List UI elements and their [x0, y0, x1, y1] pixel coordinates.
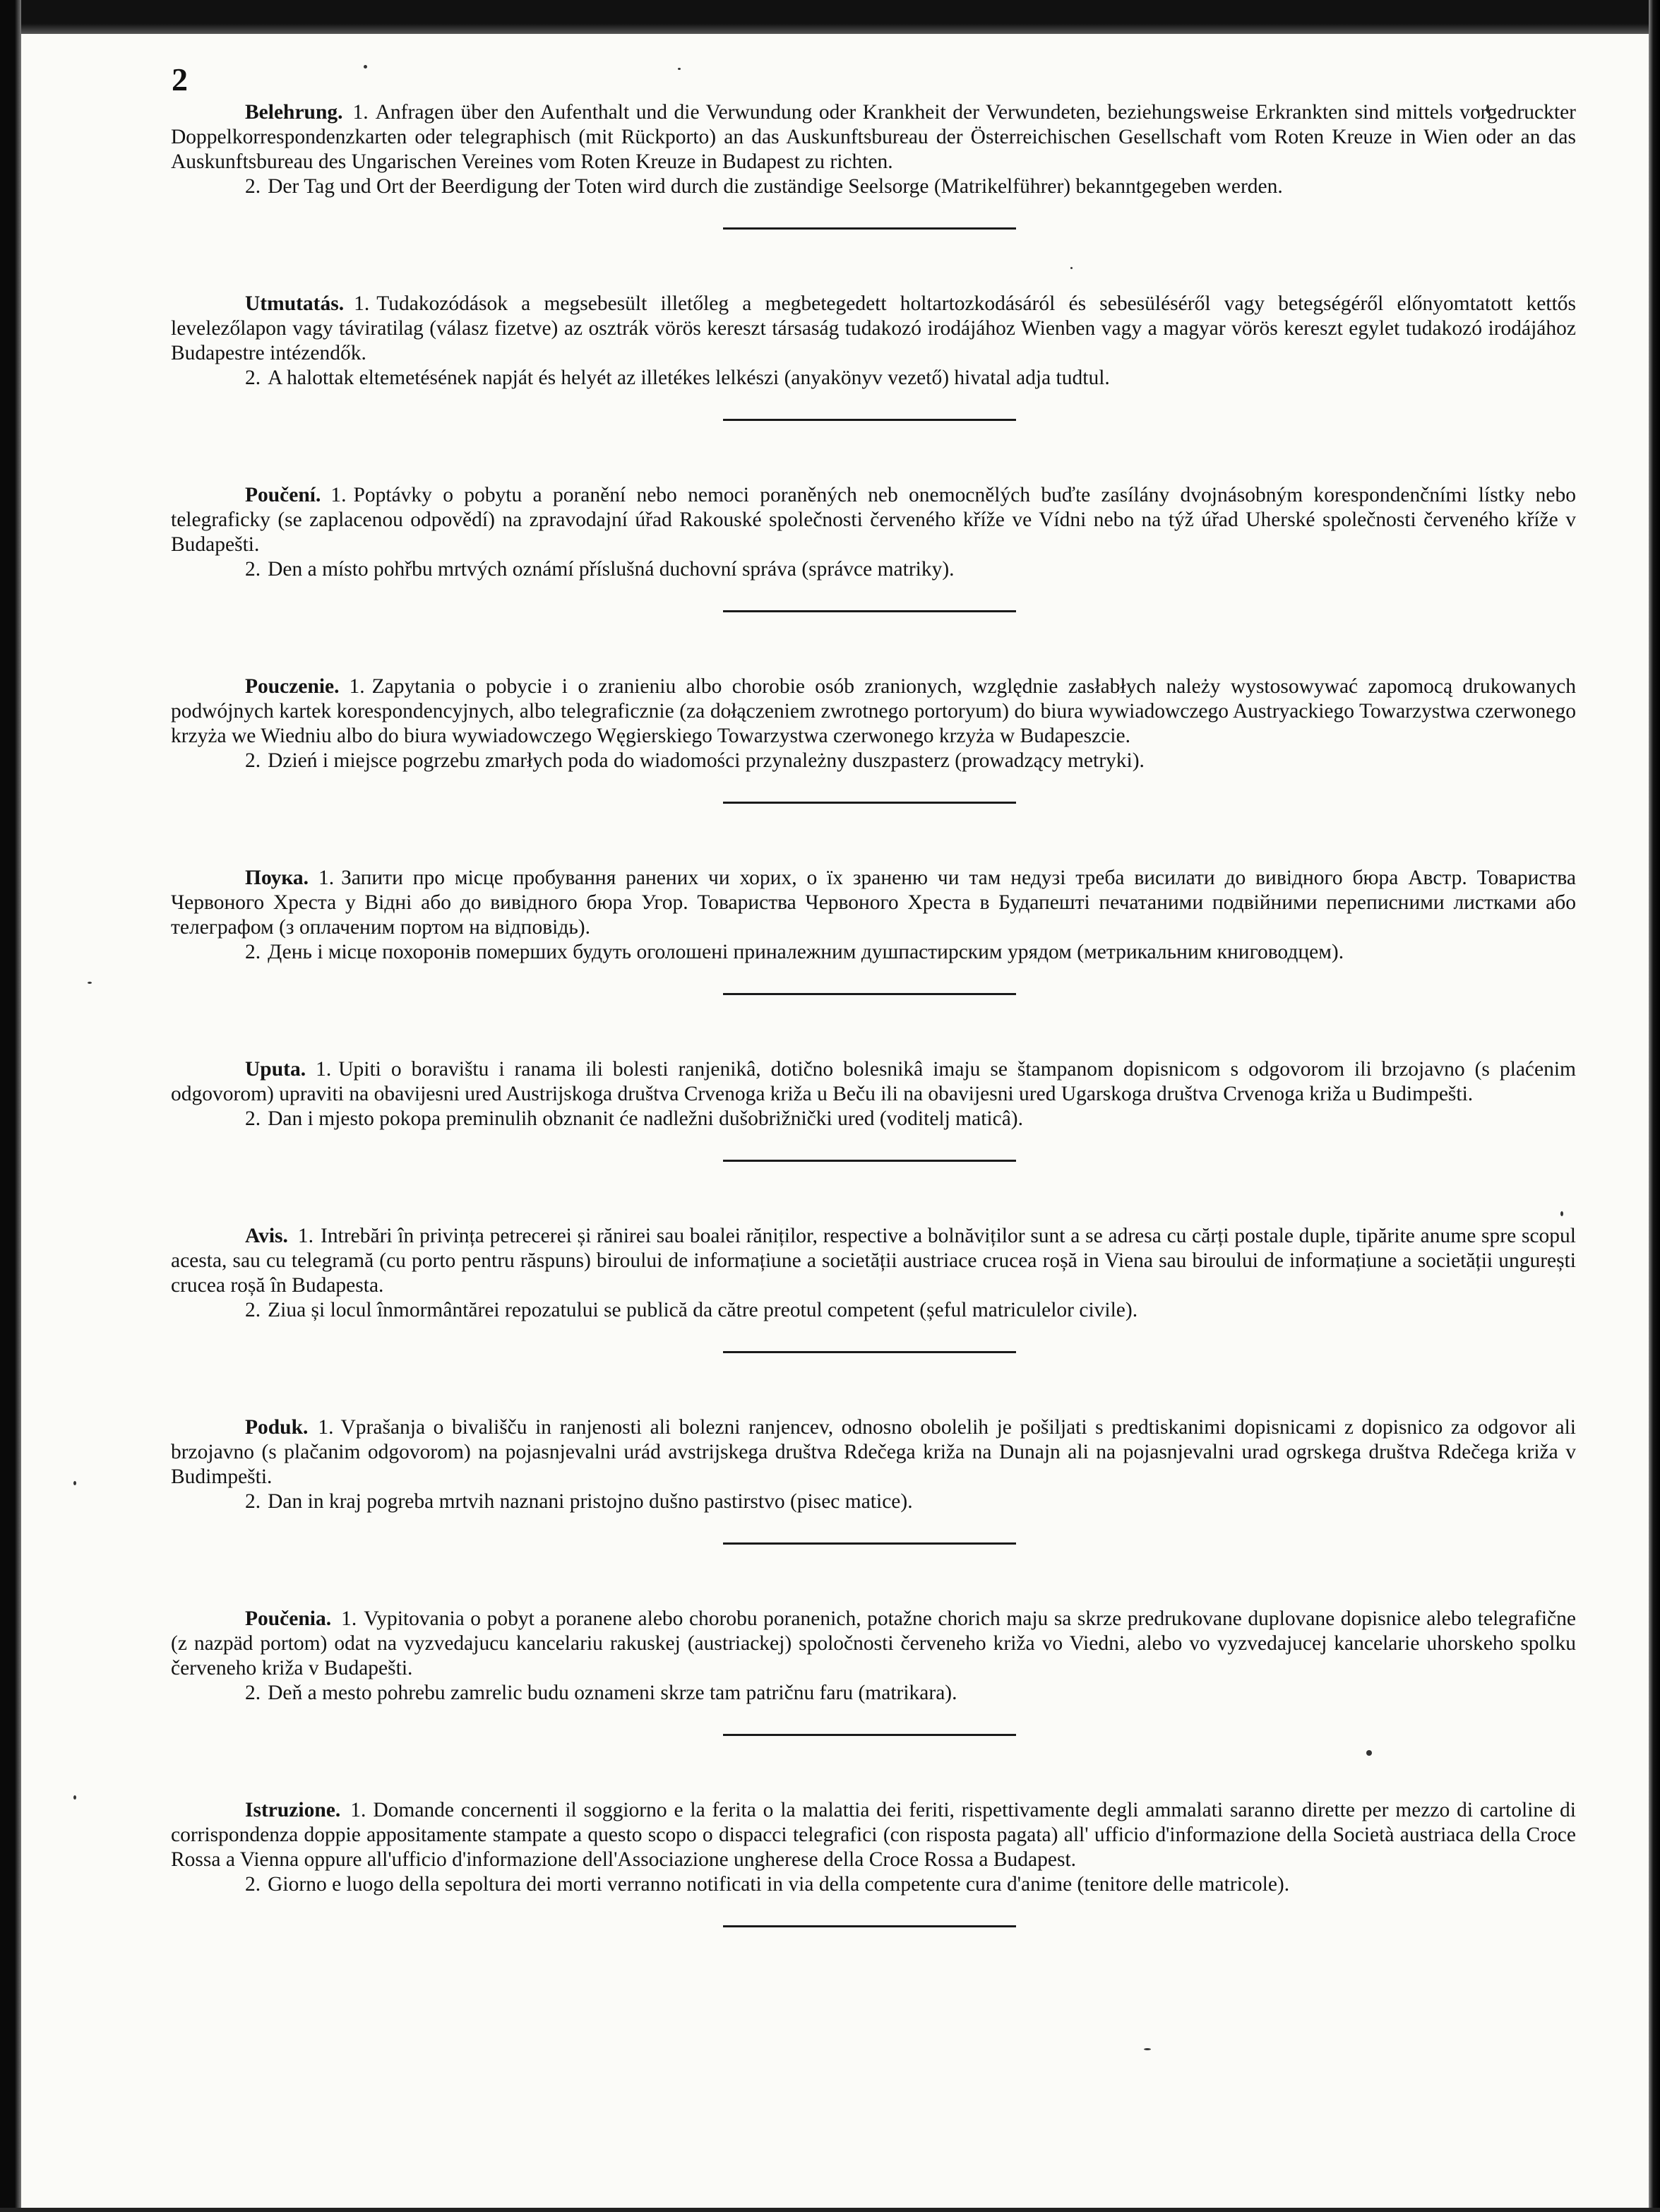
paragraph-1 — [171, 1224, 1576, 1298]
scan-border-right — [1649, 0, 1660, 2212]
item-text: Poptávky o pobytu a poranění nebo nemoci poraněných neb onemocnělých buďte zasílány dvojnásobným korespondenčními lístky nebo telegraficky (se zaplacenou odpovědí) na zpravodajní úřad Rakouské společnosti červeného kříže ve Vídni nebo na týž úřad Uherské společnosti červeného kříže v Budapešti. — [171, 484, 1576, 556]
scan-speck — [678, 68, 681, 70]
scan-speck — [73, 1481, 76, 1485]
item-number: 1. — [350, 1799, 366, 1821]
item-number: 1. — [352, 101, 369, 124]
item-text: Upiti o boravištu i ranama ili bolesti ranjenikâ, dotično bolesnikâ imaju se štampanom dopisnicom s odgovorom ili brzojavno (s plaćenim odgovorom) upraviti na obavijesni ured Austrijskoga društva Crvenoga križa u Beču ili na obavijesni ured Ugarskoga društva Crvenoga križa u Budimpešti. — [171, 1058, 1576, 1105]
paragraph-1 — [171, 1415, 1576, 1489]
section-czech — [171, 483, 1576, 582]
section-heading: Pouczenie. — [245, 675, 340, 698]
section-german — [171, 100, 1576, 199]
scan-speck — [73, 1795, 76, 1800]
section-italian — [171, 1798, 1576, 1897]
item-number: 2. — [245, 1107, 261, 1130]
section-heading: Avis. — [245, 1225, 288, 1247]
paragraph-2 — [171, 557, 1576, 582]
item-text: Domande concernenti il soggiorno e la ferita o la malattia dei feriti, rispettivamente degli ammalati saranno dirette per mezzo di cartoline di corrispondenza doppie appositamente stampate a questo scopo o dispacci telegrafici (con risposta pagata) all' ufficio d'informazione della Società austriaca della Croce Rossa a Vienna oppure all'ufficio d'informazione dell'Associazione ungherese della Croce Rossa a Budapest. — [171, 1799, 1576, 1871]
item-number: 1. — [341, 1607, 357, 1630]
item-number: 1. — [318, 1416, 334, 1439]
paragraph-2 — [171, 940, 1576, 965]
scan-border-bottom — [0, 2208, 1660, 2212]
item-number: 2. — [245, 749, 261, 772]
paragraph-2 — [171, 1872, 1576, 1897]
section-romanian — [171, 1224, 1576, 1323]
item-number: 2. — [245, 558, 261, 581]
item-text: Anfragen über den Aufenthalt und die Verwundung oder Krankheit der Verwundeten, beziehungsweise Erkrankten sind mittels vorgedruckter Doppelkorrespondenzkarten oder telegraphisch (mit Rückporto) an das Auskunftsbureau der Österreichischen Gesellschaft vom Roten Kreuze in Wien oder an das Auskunftsbureau des Ungarischen Vereines vom Roten Kreuze in Budapest zu richten. — [171, 101, 1576, 173]
item-number: 2. — [245, 1299, 261, 1321]
section-slovene — [171, 1415, 1576, 1514]
item-number: 2. — [245, 367, 261, 389]
item-text: Запити про місце пробування ранених чи хорих, о їх зраненю чи там недузі треба висилати до вивідного бюра Австр. Товариства Червоного Хреста у Відні або до вивідного бюра Угор. Товариства Червоного Хреста в Будапешті печатаними подвійними переписними листками або телеграфом (з оплаченим портом на відповідь). — [171, 867, 1576, 939]
section-ruthenian — [171, 866, 1576, 965]
section-heading: Istruzione. — [245, 1799, 341, 1821]
section-heading: Poučení. — [245, 484, 321, 506]
paragraph-2 — [171, 1107, 1576, 1131]
paragraph-1 — [171, 100, 1576, 174]
item-number: 2. — [245, 175, 261, 198]
paragraph-2 — [171, 1298, 1576, 1323]
item-text: День і місце похоронів померших будуть оголошені приналежним душпастирским урядом (метрикальним книговодцем). — [268, 941, 1344, 963]
item-text: Vypitovania o pobyt a poranene alebo chorobu poranenich, potažne chorich maju sa skrze predrukovane duplovane dopisnice alebo telegrafične (z nazpäd portom) odat na vyzvedajucu kancelariu rakuskej (austriackej) spoločnosti červeneho križa vo Viedni, alebo vo vyzvedajucej kancelarie uhorskeho spolku červeneho križa v Budapešti. — [171, 1607, 1576, 1679]
item-text: Deň a mesto pohrebu zamrelic budu oznameni skrze tam patričnu faru (matrikara). — [268, 1682, 957, 1704]
paragraph-2 — [171, 1681, 1576, 1706]
paragraph-1 — [171, 1057, 1576, 1107]
scan-speck — [88, 982, 92, 984]
item-text: Zapytania o pobycie i o zranieniu albo chorobie osób zranionych, względnie zasłabłych należy wystosowywać zapomocą drukowanych podwójnych kartek korespondencyjnych, albo telegraficznie (za dołączeniem zwrotnego portoryum) do biura wywiadowczego Austryackiego Towarzystwa czerwonego krzyża we Wiedniu albo do biura wywiadowczego Węgierskiego Towarzystwa czerwonego krzyża w Budapeszcie. — [171, 675, 1576, 747]
item-text: Intrebări în privința petrecerei și rănirei sau boalei răniților, respective a bolnăviților sunt a se adresa cu cărți postale duple, tipărite anume spre scopul acesta, sau cu telegramă (cu porto pentru răspuns) biroului de informațiune a societății austriace crucea roșă in Viena sau biroului de informațiune a societății ungurești crucea roșă în Budapesta. — [171, 1225, 1576, 1297]
item-text: Vprašanja o bivališču in ranjenosti ali bolezni ranjencev, odnosno obolelih je pošiljati s predtiskanimi dopisnicami z dopisnico za odgovor ali brzojavno (s plačanim odgovorom) na pojasnjevalni urád avstrijskega društva Rdečega križa na Dunajn ali na pojasnjevalni urad ogrskega društva Rdečega križa v Budimpešti. — [171, 1416, 1576, 1488]
item-text: Der Tag und Ort der Beerdigung der Toten wird durch die zuständige Seelsorge (Matrikelführer) bekanntgegeben werden. — [268, 175, 1283, 198]
item-text: A halottak eltemetésének napját és helyét az illetékes lelkészi (anyakönyv vezető) hivatal adja tudtul. — [268, 367, 1110, 389]
item-number: 2. — [245, 1682, 261, 1704]
instructions-body — [171, 100, 1576, 1927]
item-text: Dan in kraj pogreba mrtvih naznani pristojno dušno pastirstvo (pisec matice). — [268, 1490, 913, 1513]
paragraph-1 — [171, 674, 1576, 749]
item-number: 2. — [245, 1873, 261, 1896]
item-text: Ziua și locul înmormântărei repozatului se publică da către preotul competent (șeful matriculelor civile). — [268, 1299, 1138, 1321]
scan-border-top — [0, 0, 1660, 34]
section-slovak — [171, 1607, 1576, 1706]
item-text: Giorno e luogo della sepoltura dei morti verranno notificati in via della competente cura d'anime (tenitore delle matricole). — [268, 1873, 1290, 1896]
item-text: Dan i mjesto pokopa preminulih obznanit će nadležni dušobrižnički ured (voditelj maticâ). — [268, 1107, 1024, 1130]
scan-speck — [364, 65, 367, 69]
item-number: 2. — [245, 941, 261, 963]
paragraph-1 — [171, 483, 1576, 557]
paragraph-2 — [171, 174, 1576, 199]
section-heading: Belehrung. — [245, 101, 343, 124]
item-number: 1. — [330, 484, 347, 506]
section-heading: Poduk. — [245, 1416, 309, 1439]
paragraph-1 — [171, 1607, 1576, 1681]
item-number: 1. — [316, 1058, 332, 1081]
paragraph-2 — [171, 1489, 1576, 1514]
item-number: 1. — [318, 867, 335, 889]
item-text: Den a místo pohřbu mrtvých oznámí příslušná duchovní správa (správce matriky). — [268, 558, 955, 581]
section-croatian — [171, 1057, 1576, 1131]
paragraph-2 — [171, 749, 1576, 773]
section-divider — [723, 1925, 1016, 1927]
item-number: 1. — [297, 1225, 314, 1247]
paragraph-1 — [171, 866, 1576, 940]
scan-border-left — [0, 0, 21, 2212]
scan-speck — [1144, 2048, 1151, 2050]
paragraph-2 — [171, 366, 1576, 391]
section-heading: Поука. — [245, 867, 309, 889]
paragraph-1 — [171, 1798, 1576, 1872]
section-polish — [171, 674, 1576, 773]
item-text: Dzień i miejsce pogrzebu zmarłych poda do wiadomości przynależny duszpasterz (prowadzący metryki). — [268, 749, 1145, 772]
item-text: Tudakozódások a megsebesült illetőleg a megbetegedett holtartozkodásáról és sebesüléséről vagy betegségéről előnyomtatott kettős levelezőlapon vagy táviratilag (válasz fizetve) az osztrák vörös kereszt társaság tudakozó irodájához Wienben vagy a magyar vörös kereszt egylet tudakozó irodájához Budapestre intézendők. — [171, 292, 1576, 364]
item-number: 1. — [349, 675, 365, 698]
paragraph-1 — [171, 292, 1576, 366]
section-heading: Utmutatás. — [245, 292, 345, 315]
page-number: 2 — [172, 61, 188, 97]
section-hungarian — [171, 292, 1576, 391]
section-heading: Poučenia. — [245, 1607, 332, 1630]
item-number: 1. — [354, 292, 370, 315]
item-number: 2. — [245, 1490, 261, 1513]
section-heading: Uputa. — [245, 1058, 306, 1081]
